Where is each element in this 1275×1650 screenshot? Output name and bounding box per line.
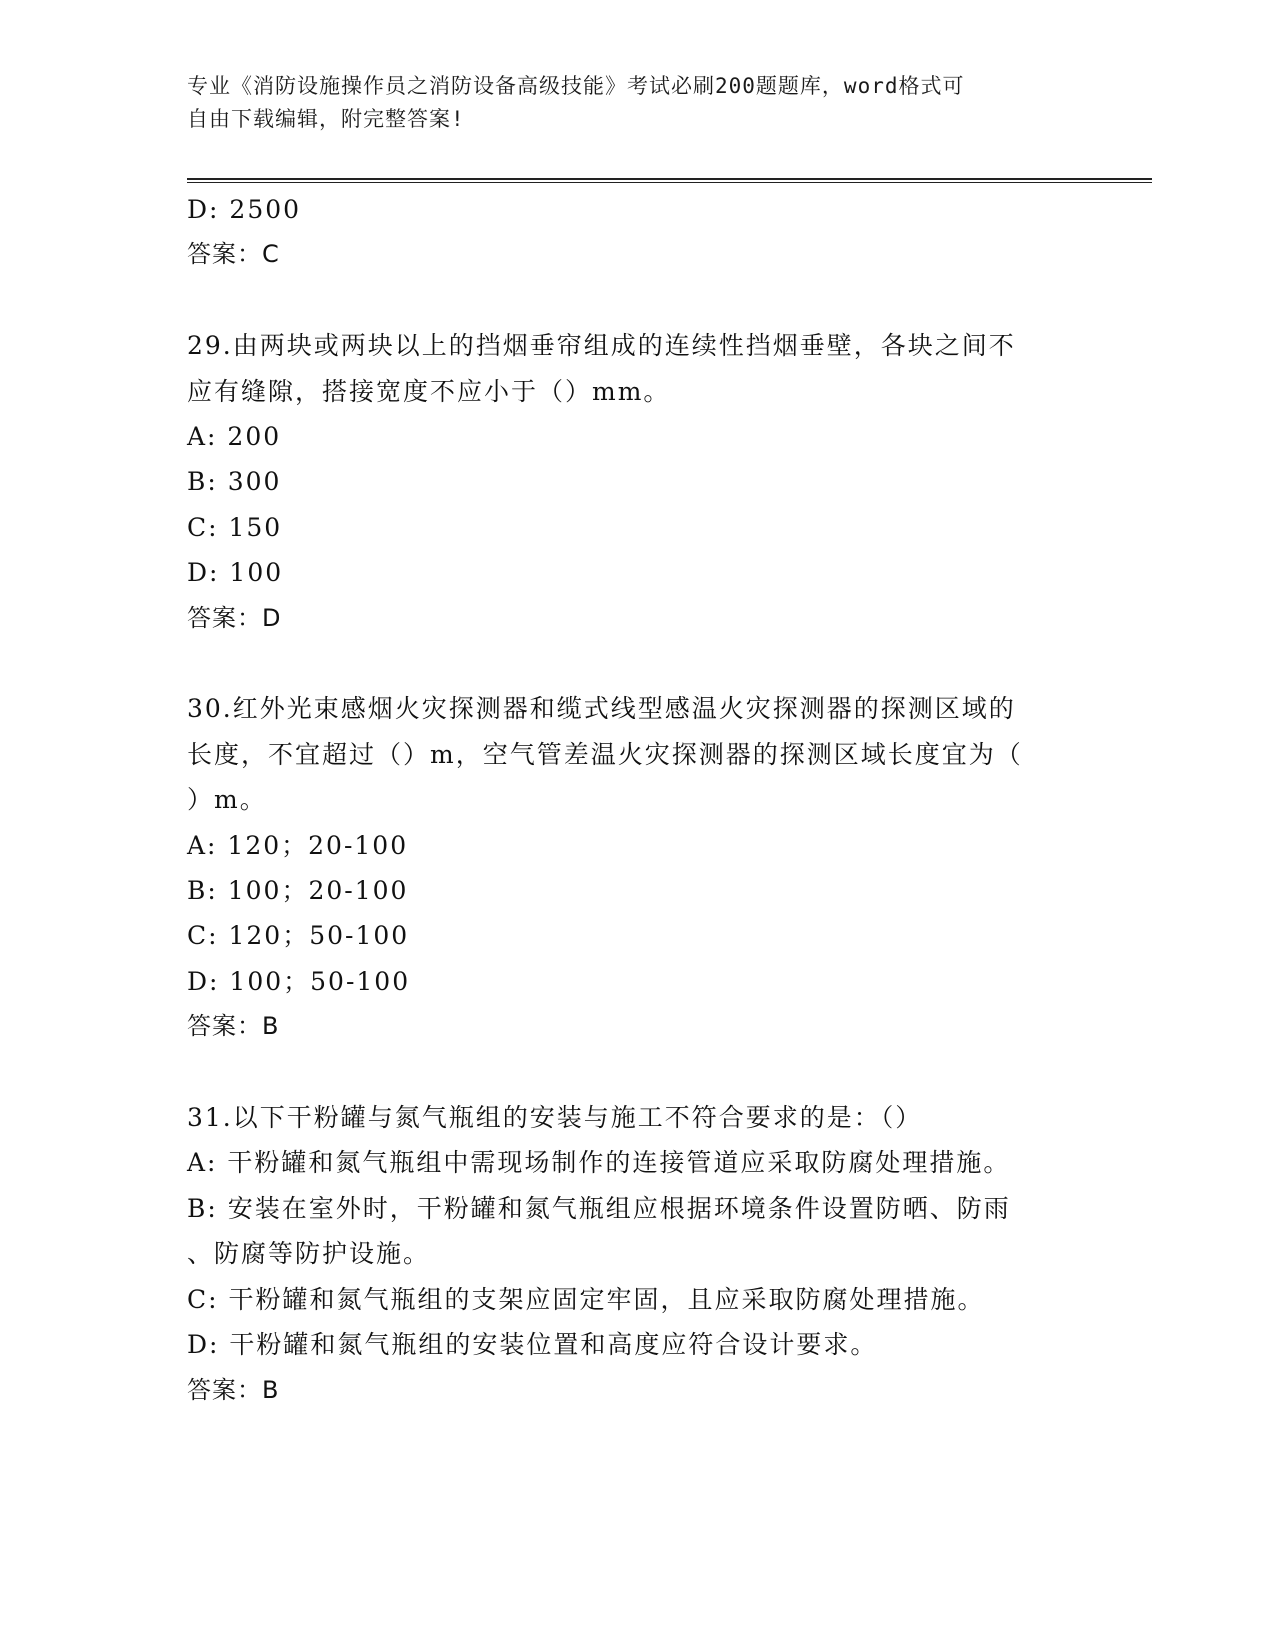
question-29 <box>187 323 1087 641</box>
question-stem: 30.红外光束感烟火灾探测器和缆式线型感温火灾探测器的探测区域的 <box>187 694 1016 724</box>
answer-line: 答案：C <box>187 240 280 269</box>
option-a: A: 120；20-100 <box>187 830 409 860</box>
option-c: C: 150 <box>187 512 283 542</box>
spacer <box>187 278 1087 323</box>
option-a: A: 干粉罐和氮气瓶组中需现场制作的连接管道应采取防腐处理措施。 <box>187 1148 1011 1178</box>
option-b: B: 100；20-100 <box>187 876 409 906</box>
option-b: B: 安装在室外时，干粉罐和氮气瓶组应根据环境条件设置防晒、防雨 <box>187 1193 1011 1223</box>
question-28-tail <box>187 187 1087 278</box>
header-title-line-2: 自由下载编辑，附完整答案! <box>187 107 465 131</box>
option-c: C: 120；50-100 <box>187 921 410 951</box>
option-b-continued: 、防腐等防护设施。 <box>187 1239 431 1269</box>
option-a: A: 200 <box>187 422 282 452</box>
option-d: D: 干粉罐和氮气瓶组的安装位置和高度应符合设计要求。 <box>187 1330 878 1360</box>
question-list <box>187 187 1087 1413</box>
header-title-line-1: 专业《消防设施操作员之消防设备高级技能》考试必刷200题题库，word格式可 <box>187 74 965 98</box>
spacer <box>187 1050 1087 1095</box>
question-stem: 长度，不宜超过（）m，空气管差温火灾探测器的探测区域长度宜为（ <box>187 739 1023 769</box>
option-b: B: 300 <box>187 467 282 497</box>
option-d: D: 2500 <box>187 195 302 224</box>
spacer <box>187 641 1087 686</box>
option-c: C: 干粉罐和氮气瓶组的支架应固定牢固，且应采取防腐处理措施。 <box>187 1284 985 1314</box>
page-header <box>187 70 1067 136</box>
question-stem: ）m。 <box>187 785 267 815</box>
answer-line: 答案：D <box>187 603 282 632</box>
option-d: D: 100 <box>187 558 284 588</box>
question-stem: 29.由两块或两块以上的挡烟垂帘组成的连续性挡烟垂壁，各块之间不 <box>187 331 1016 361</box>
answer-line: 答案：B <box>187 1012 280 1041</box>
question-31 <box>187 1095 1087 1413</box>
answer-line: 答案：B <box>187 1375 280 1404</box>
option-d: D: 100；50-100 <box>187 966 411 996</box>
header-divider <box>187 178 1152 183</box>
question-stem: 31.以下干粉罐与氮气瓶组的安装与施工不符合要求的是：（） <box>187 1103 923 1133</box>
question-stem: 应有缝隙，搭接宽度不应小于（）mm。 <box>187 376 671 406</box>
question-30 <box>187 686 1087 1049</box>
